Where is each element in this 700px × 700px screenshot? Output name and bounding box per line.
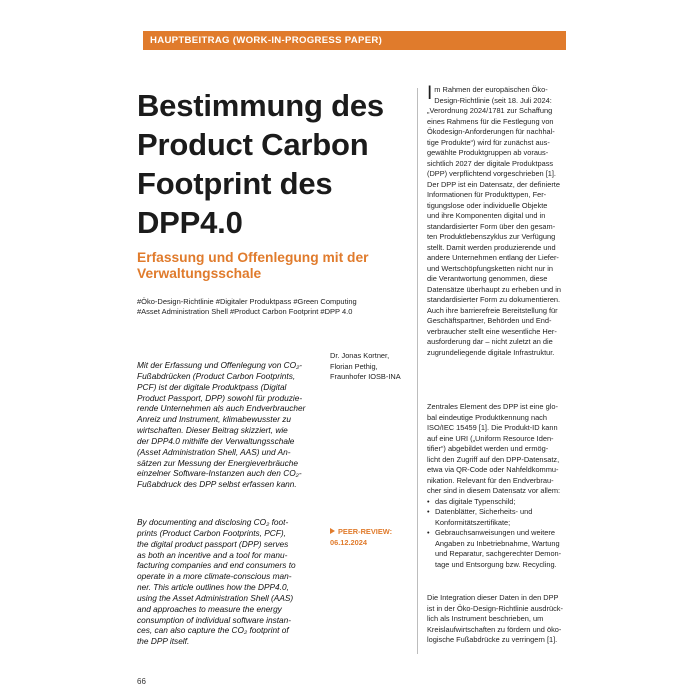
title-line: DPP4.0 [137,205,243,240]
body-line: Ökodesign-Anforderungen für nachhal- [427,127,555,136]
body-line: Informationen für Produkttypen, Fer- [427,190,547,199]
peer-review-date: 06.12.2024 [330,537,367,547]
abstract-line: Fußabdrücken (Product Carbon Footprints, [137,370,296,381]
abstract-line: consumption of individual software instan- [137,614,292,625]
body-line: andere Unternehmen entlang der Liefer- [427,253,559,262]
abstract-line: By documenting and disclosing CO₂ foot- [137,517,289,527]
author-line: Dr. Jonas Kortner, [330,351,390,360]
column-divider [417,88,418,654]
abstract-line: (Asset Administration Shell, AAS) und An- [137,446,291,457]
body-line: etwa via QR-Code oder Nahfeldkommu- [427,465,559,474]
body-line: Die Integration dieser Daten in den DPP [427,593,559,602]
body-line: gewählte Produktgruppen ab voraus- [427,148,549,157]
abstract-line: and approaches to measure the energy [137,603,282,614]
author-line: Florian Pethig, [330,361,378,371]
body-paragraph-3 [427,593,573,646]
bullet-continuation: tage und Entsorgung bzw. Recycling. [435,559,557,569]
subtitle-line: Verwaltungsschale [137,266,262,281]
abstract-line: Fußabdruck des DPP selbst erfassen kann. [137,479,297,490]
body-paragraph-2 [427,402,573,570]
body-line: Geschäftspartner, Behörden und End- [427,316,552,325]
hashtag-line: #Öko-Design-Richtlinie #Digitaler Produktpass #Green Computing [137,297,357,306]
bullet-continuation: Angaben zu Inbetriebnahme, Wartung [435,538,560,548]
abstract-line: Product Passport, DPP) sowohl für produzie- [137,392,303,403]
body-paragraph-1 [427,85,573,358]
article-subtitle [137,250,407,282]
bullet-item [427,507,573,518]
body-line: tige Produkte“) wird für zunächst aus- [427,137,550,147]
bullet-item [427,497,573,508]
abstract-line: PCF) ist der digitale Produktpass (Digital [137,381,287,392]
body-line: Datensätze überhaupt zu erheben und in [427,284,561,294]
body-line: ten Produktlebenszyklus zur Verfügung [427,232,556,241]
body-line: auf eine URI („Uniform Resource Iden- [427,433,554,443]
triangle-right-icon [330,528,335,534]
abstract-line: using the Asset Administration Shell (AAS) [137,592,294,603]
abstract-line: einzelner Software-Instanzen auch den CO₂- [137,468,302,479]
body-line: und Wertschöpfungsketten nicht nur in [427,263,553,273]
drop-cap: I [427,83,433,104]
body-line: bal eindeutige Produktkennung nach [427,412,547,422]
abstract-line: Anreiz und Instrument, klimabewusster zu [137,414,292,425]
bullet-icon: • [427,507,430,516]
subtitle-line: Erfassung und Offenlegung mit der [137,250,369,265]
abstract-line: ner. This article outlines how the DPP4.0, [137,582,289,593]
body-line: Zentrales Element des DPP ist eine glo- [427,402,558,411]
title-line: Footprint des [137,166,333,201]
title-line: Bestimmung des [137,88,384,123]
body-line: standardisierter Form zu dokumentieren. [427,295,561,304]
abstract-line: prints (Product Carbon Footprints, PCF), [137,527,286,538]
body-line: standardisierter Form über den gesam- [427,221,556,231]
abstract-line: rende Unternehmen als auch Endverbraucher [137,403,306,414]
abstract-line: Mit der Erfassung und Offenlegung von CO₂- [137,360,303,370]
body-line: eines Rahmens für die Festlegung von [427,116,554,126]
bullet-text: Datenblätter, Sicherheits- und [435,507,533,516]
body-line: lich als Instrument beschrieben, um [427,614,544,623]
author-affiliation: Fraunhofer IOSB-INA [330,372,401,382]
body-line: cher sind in diesem Datensatz vor allem: [427,486,561,495]
body-line: und ihre Komponenten digital und in [427,211,546,220]
bullet-text: Gebrauchsanweisungen und weitere [435,528,555,537]
section-label: HAUPTBEITRAG (WORK-IN-PROGRESS PAPER) [143,31,566,50]
body-line: Design-Richtlinie (seit 18. Juli 2024: [434,95,552,105]
abstract-german [137,360,309,490]
bullet-icon: • [427,528,430,537]
body-line: ausforderung dar – nicht zuletzt an die [427,337,553,346]
article-title [137,86,407,242]
abstract-line: the DPP itself. [137,636,190,647]
body-line: tigungslose oder individuelle Objekte [427,200,548,210]
body-line: zugrundeliegende digitale Infrastruktur. [427,347,555,357]
bullet-item [427,528,573,539]
abstract-line: the digital product passport (DPP) serves [137,538,289,549]
bullet-icon: • [427,496,430,506]
page-number: 66 [137,677,146,686]
body-line: verbraucher stellt eine wesentliche Her- [427,326,557,336]
body-line: ist in der Öko-Design-Richtlinie ausdrück- [427,603,563,613]
abstract-line: as both an incentive and a tool for manu- [137,549,288,560]
title-line: Product Carbon [137,127,369,162]
body-line: ISO/IEC 15459 [1]. Die Produkt-ID kann [427,423,558,432]
abstract-line: sätzen zur Messung der Energieverbräuche [137,457,298,468]
hashtag-line: #Asset Administration Shell #Product Carbon Footprint #DPP 4.0 [137,307,353,316]
body-line: stellt. Damit werden produzierende und [427,242,556,252]
author-block [330,351,401,383]
body-line: (DPP) verpflichtend vorgeschrieben [1]. [427,169,556,178]
body-line: Der DPP ist ein Datensatz, der definierte [427,179,560,189]
body-line: tifier“) abgebildet werden und ermög- [427,444,549,453]
body-line: m Rahmen der europäischen Öko- [434,85,548,94]
abstract-english [137,517,309,647]
keyword-hashtags [137,297,427,317]
body-line: logische Fußabdrücke zu verringern [1]. [427,635,558,644]
bullet-text: das digitale Typenschild; [435,496,516,506]
body-line: nikation. Relevant für den Endverbrau- [427,475,554,485]
body-line: Kreislaufwirtschaften zu fördern und öko- [427,624,562,634]
abstract-line: wirtschaften. Dieser Beitrag skizziert, wie [137,425,288,436]
abstract-line: der DPP4.0 mithilfe der Verwaltungsschale [137,435,295,446]
peer-review-label: PEER-REVIEW: [338,527,393,536]
bullet-continuation: und Reparatur, sachgerechter Demon- [435,549,562,558]
abstract-line: ces, can also capture the CO₂ footprint of [137,625,289,636]
abstract-line: operate in a more climate-conscious man- [137,571,292,582]
body-line: sichtlich 2027 der digitale Produktpass [427,158,554,168]
body-line: licht den Zugriff auf den DPP-Datensatz, [427,454,560,464]
body-line: „Verordnung 2024/1781 zur Schaffung [427,106,553,115]
peer-review-note [330,527,392,548]
body-line: Auch ihre barrierefreie Bereitstellung für [427,305,558,315]
abstract-line: facturing companies and end consumers to [137,560,296,571]
bullet-continuation: Konformitätszertifikate; [435,517,511,527]
body-line: die Verantwortung genommen, diese [427,274,548,283]
